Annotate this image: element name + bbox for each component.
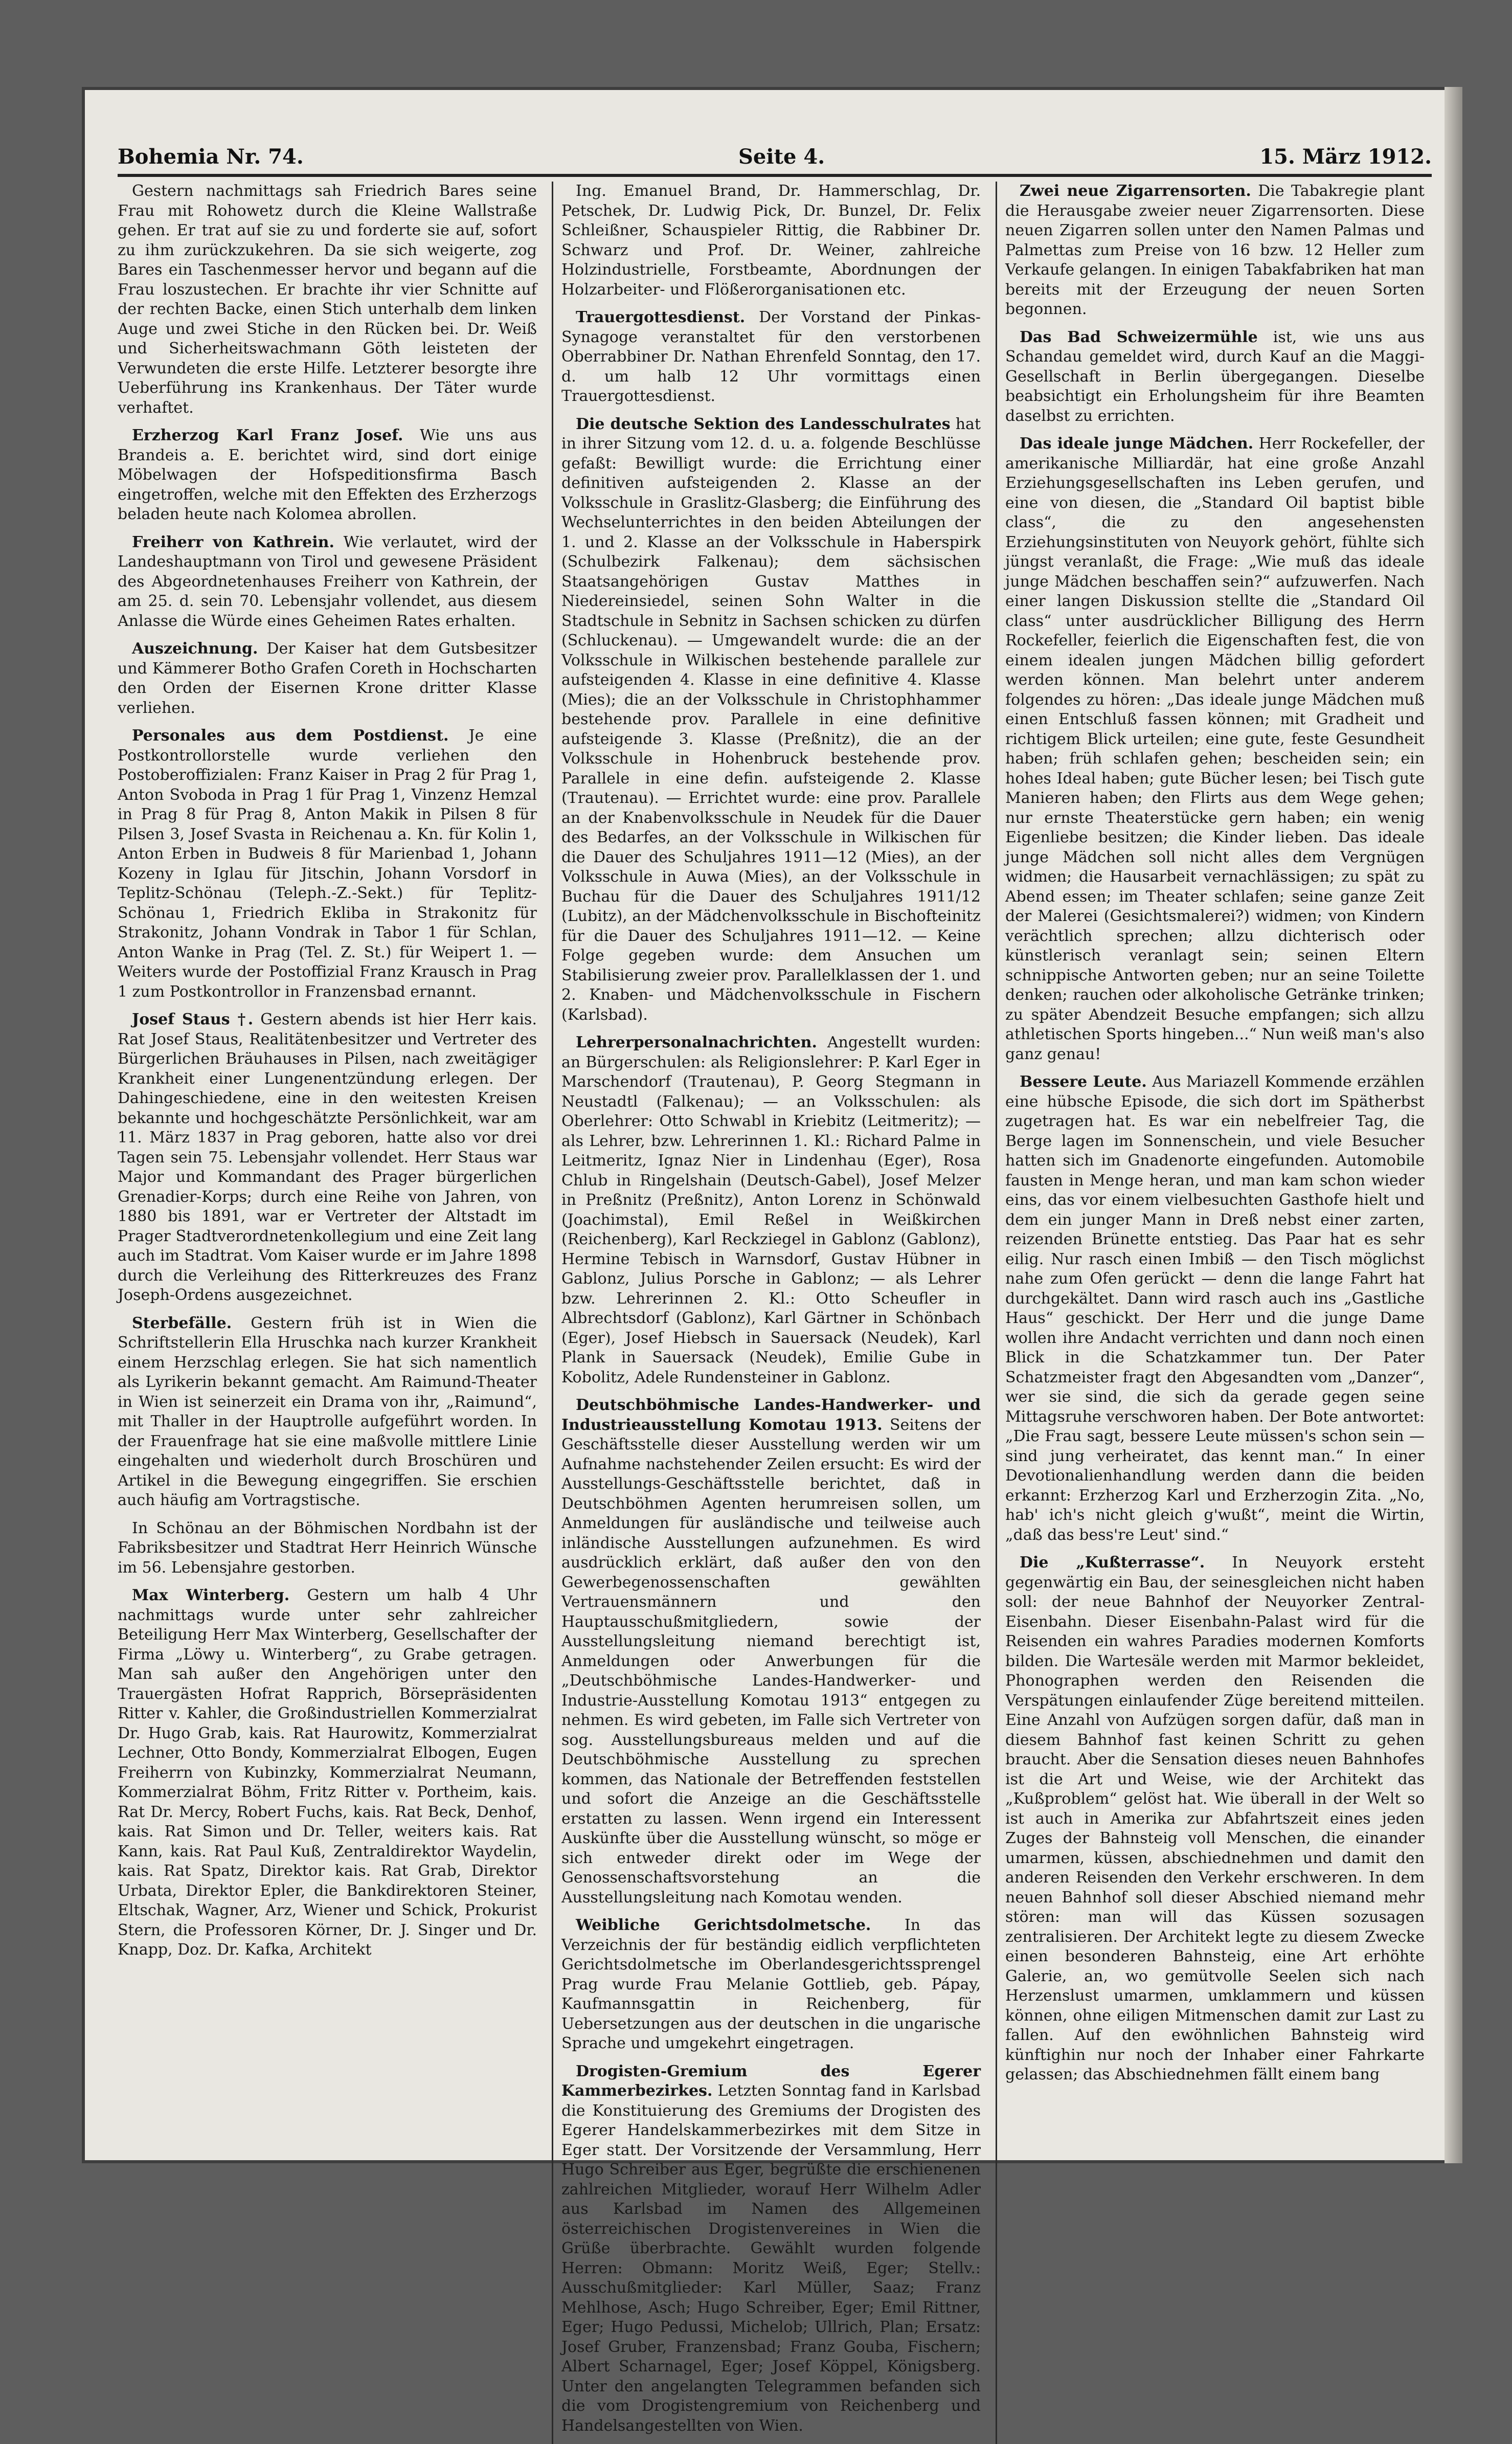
article-lead: Auszeichnung.: [132, 640, 258, 658]
article-paragraph: [561, 308, 981, 407]
article-lead: Deutschböhmische Landes-Handwerker- und Industrieausstellung Komotau 1913.: [561, 1396, 981, 1434]
article-paragraph: [561, 415, 981, 1025]
article-text: Letzten Sonntag fand in Karlsbad die Konstituierung des Gremiums der Drogisten des Egerer Handelskammerbezirkes mit dem Sitze in Eger statt. Der Vorsitzende der Versammlung, Herr Hugo Schreiber aus Eger, begrüßte die erschienenen zahlreichen Mitglieder, worauf Herr Wilhelm Adler aus Karlsbad im Namen des Allgemeinen österreichischen Drogistenvereines in Wien die Grüße überbrachte. Gewählt wurden folgende Herren: Obmann: Moritz Weiß, Eger; Stellv.: Ausschußmitglieder: Karl Müller, Saaz; Franz Mehlhose, Asch; Hugo Schreiber, Eger; Emil Rittner, Eger; Hugo Pedussi, Michelob; Ullrich, Plan; Ersatz: Josef Gruber, Franzensbad; Franz Gouba, Fischern; Albert Scharnagel, Eger; Josef Köppel, Königsberg. Unter den angelangten Telegrammen befanden sich die vom Drogistengremium von Reichenberg und Handelsangestellten von Wien.: [561, 2082, 981, 2435]
article-paragraph: [118, 726, 537, 1002]
article-lead: Sterbefälle.: [132, 1314, 232, 1332]
article-paragraph: [118, 639, 537, 718]
article-paragraph: [1005, 328, 1425, 427]
article-text: Aus Mariazell Kommende erzählen eine hübsche Episode, die sich dort im Spätherbst zugetragen hat. Es war ein nebelfreier Tag, die Berge lagen im Sonnenschein, und viele Besucher hatten sich im Gnadenorte eingefunden. Automobile fausten in Menge heran, und man kam schon wieder eins, das vor einem vielbesuchten Gasthofe hielt und dem ein junger Mann in Dreß nebst einer zarten, reizenden Brünette entstieg. Das Paar hat es sehr eilig. Nur rasch einen Imbiß — den Tisch möglichst nahe zum Ofen gerückt — denn die lange Fahrt hat durchgekältet. Dann wird rasch auch ins „Gastliche Haus“ geschickt. Der Herr und die junge Dame wollen ihre Andacht verrichten und dann noch einen Blick in die Schatzkammer tun. Der Pater Schatzmeister fragt den Abgesandten vom „Danzer“, wer sie sind, die sich da gerade gegen seine Mittagsruhe verschworen haben. Der Bote antwortet: „Die Frau sagt, bessere Leute müssen's schon sein — sind jung verheiratet, das kennt man.“ In einer Devotionalienhandlung werden dann die beiden erkannt: Erzherzog Karl und Erzherzogin Zita. „No, hab' ich's nicht gleich g'wußt“, meint die Wirtin, „daß das bess're Leut' sind.“: [1005, 1073, 1425, 1544]
article-text: Gestern früh ist in Wien die Schriftstellerin Ella Hruschka nach kurzer Krankheit einem Herzschlag erlegen. Sie hat sich namentlich als Lyrikerin bekannt gemacht. Am Raimund-Theater in Wien ist seinerzeit ein Drama von ihr, „Raimund“, mit Thaller in der Hauptrolle aufgeführt worden. In der Frauenfrage hat sie eine maßvolle mittlere Linie eingehalten und wiederholt durch Broschüren und Artikel in die Bewegung eingegriffen. Sie erschien auch häufig am Vortragstische.: [118, 1314, 537, 1509]
article-paragraph: [118, 1314, 537, 1511]
article-paragraph: [561, 2062, 981, 2436]
article-paragraph: [118, 533, 537, 632]
article-text: Die Tabakregie plant die Herausgabe zweier neuer Zigarrensorten. Diese neuen Zigarren sollen unter den Namen Palmas und Palmettas zum Preise von 16 bzw. 12 Heller zum Verkaufe gelangen. In einigen Tabakfabriken hat man bereits mit der Erzeugung der neuen Sorten begonnen.: [1005, 182, 1425, 318]
article-lead: Das Bad Schweizermühle: [1020, 328, 1258, 346]
article-text: Gestern um halb 4 Uhr nachmittags wurde unter sehr zahlreicher Beteiligung Herr Max Winterberg, Gesellschafter der Firma „Löwy u. Winterberg“, zu Grabe getragen. Man sah außer den Angehörigen unter den Trauergästen Hofrat Rapprich, Börsepräsidenten Ritter v. Kahler, die Großindustriellen Kommerzialrat Dr. Hugo Grab, kais. Rat Haurowitz, Kommerzialrat Lechner, Otto Bondy, Kommerzialrat Elbogen, Eugen Freiherrn von Kubinzky, Kommerzialrat Neumann, Kommerzialrat Böhm, Fritz Ritter v. Portheim, kais. Rat Dr. Mercy, Robert Fuchs, kais. Rat Beck, Denhof, kais. Rat Simon und Dr. Teller, weiters kais. Rat Kann, kais. Rat Paul Kuß, Zentraldirektor Waydelin, kais. Rat Spatz, Direktor kais. Rat Grab, Direktor Urbata, Direktor Epler, die Bankdirektoren Steiner, Eltschak, Wagner, Arz, Wiener und Schick, Prokurist Stern, die Professoren Körner, Dr. J. Singer und Dr. Knapp, Doz. Dr. Kafka, Architekt: [118, 1586, 537, 1959]
article-text: Seitens der Geschäftsstelle dieser Ausstellung werden wir um Aufnahme nachstehender Zeilen ersucht: Es wird der Ausstellungs-Geschäftsstelle berichtet, daß in Deutschböhmen Agenten herumreisen sollen, um Anmeldungen für ausländische und teilweise auch inländische Ausstellungen aufzunehmen. Es wird ausdrücklich erklärt, daß außer den von den Gewerbegenossenschaften gewählten Vertrauensmännern und den Hauptausschußmitgliedern, sowie der Ausstellungsleitung niemand berechtigt ist, Anmeldungen oder Anwerbungen für die „Deutschböhmische Landes-Handwerker- und Industrie-Ausstellung Komotau 1913“ entgegen zu nehmen. Es wird gebeten, im Falle sich Vertreter von sog. Ausstellungsbureaus melden und auf die Deutschböhmische Ausstellung zu sprechen kommen, das Nationale der Betreffenden feststellen und sofort die Anzeige an die Geschäftsstelle erstatten zu lassen. Wenn irgend ein Interessent Auskünfte über die Ausstellung wünscht, so möge er sich entweder direkt oder im Wege der Genossenschaftsvorstehung an die Ausstellungsleitung nach Komotau wenden.: [561, 1416, 981, 1907]
article-paragraph: [1005, 434, 1425, 1064]
article-paragraph: [1005, 182, 1425, 320]
article-text: Der Vorstand der Pinkas-Synagoge veranstaltet für den verstorbenen Oberrabbiner Dr. Nathan Ehrenfeld Sonntag, den 17. d. um halb 12 Uhr vormittags einen Trauergottesdienst.: [561, 308, 981, 405]
article-lead: Zwei neue Zigarrensorten.: [1020, 182, 1251, 200]
page-number: Seite 4.: [738, 145, 825, 169]
article-lead: Personales aus dem Postdienst.: [132, 727, 449, 745]
article-text: Angestellt wurden: an Bürgerschulen: als Religionslehrer: P. Karl Eger in Marschendorf (Trautenau), P. Georg Stegmann in Neustadtl (Falkenau); — an Volksschulen: als Oberlehrer: Otto Schwabl in Kriebitz (Leitmeritz); — als Lehrer, bzw. Lehrerinnen 1. Kl.: Richard Palme in Leitmeritz, Ignaz Nier in Lindenhau (Eger), Rosa Chlub in Ringelshain (Deutsch-Gabel), Josef Melzer in Preßnitz (Preßnitz), Anton Lorenz in Schönwald (Joachimstal), Emil Reßel in Weißkirchen (Reichenberg), Karl Reckziegel in Gablonz (Gablonz), Hermine Tebisch in Warnsdorf, Gustav Hübner in Gablonz, Julius Porsche in Gablonz; — als Lehrer bzw. Lehrerinnen 2. Kl.: Otto Scheufler in Albrechtsdorf (Gablonz), Karl Gärtner in Schönbach (Eger), Josef Hiebsch in Sauersack (Neudek), Karl Plank in Sauersack (Neudek), Emilie Gube in Kobolitz, Adele Rundensteiner in Gablonz.: [561, 1034, 981, 1386]
newspaper-issue: Bohemia Nr. 74.: [118, 145, 304, 169]
newspaper-page: [82, 87, 1462, 2435]
article-text: ist, wie uns aus Schandau gemeldet wird, durch Kauf an die Maggi-Gesellschaft in Berlin übergegangen. Dieselbe beabsichtigt ein Erholungsheim für ihre Beamten daselbst zu errichten.: [1005, 328, 1425, 425]
article-text: In das Verzeichnis der für beständig eidlich verpflichteten Gerichtsdolmetsche im Oberlandesgerichtssprengel Prag wurde Frau Melanie Gottlieb, geb. Pápay, Kaufmannsgattin in Reichenberg, für Uebersetzungen aus der deutschen in die ungarische Sprache und umgekehrt eingetragen.: [561, 1916, 981, 2052]
article-paragraph: [118, 1586, 537, 1960]
article-text: Wie verlautet, wird der Landeshauptmann von Tirol und gewesene Präsident des Abgeordnetenhauses Freiherr von Kathrein, der am 25. d. sein 70. Lebensjahr vollendet, aus diesem Anlasse die Würde eines Geheimen Rates erhalten.: [118, 533, 537, 630]
article-lead: Das ideale junge Mädchen.: [1020, 435, 1254, 453]
article-lead: Trauergottesdienst.: [576, 308, 746, 326]
article-text: Wie uns aus Brandeis a. E. berichtet wird, sind dort einige Möbelwagen der Hofspeditionsfirma Basch eingetroffen, welche mit den Effekten des Erzherzogs beladen heute nach Kolomea abrollen.: [118, 427, 537, 523]
article-paragraph: [118, 1519, 537, 1578]
page-header: [118, 128, 1432, 177]
article-paragraph: [561, 1033, 981, 1387]
issue-date: 15. März 1912.: [1259, 145, 1432, 169]
article-columns: [118, 182, 1432, 2435]
article-paragraph: [118, 182, 537, 418]
article-lead: Weibliche Gerichtsdolmetsche.: [576, 1916, 871, 1934]
article-lead: Max Winterberg.: [132, 1586, 290, 1604]
article-lead: Josef Staus †.: [132, 1011, 254, 1028]
article-paragraph: [561, 182, 981, 300]
article-text: Ing. Emanuel Brand, Dr. Hammerschlag, Dr. Petschek, Dr. Ludwig Pick, Dr. Bunzel, Dr. Felix Schleißner, Schauspieler Rittig, die Rabbiner Dr. Schwarz und Prof. Dr. Weiner, zahlreiche Holzindustrielle, Forstbeamte, Abordnungen der Holzarbeiter- und Flößerorganisationen etc.: [561, 182, 981, 299]
article-paragraph: [118, 1010, 537, 1306]
article-lead: Die „Kußterrasse“.: [1020, 1554, 1205, 1572]
article-paragraph: [561, 1916, 981, 2054]
article-text: Gestern nachmittags sah Friedrich Bares seine Frau mit Rohowetz durch die Kleine Wallstraße gehen. Er trat auf sie zu und forderte sie auf, sofort zu ihm zurückzukehren. Da sie sich weigerte, zog Bares ein Taschenmesser hervor und begann auf die Frau loszustechen. Er brachte ihr vier Schnitte auf der rechten Backe, einen Stich unterhalb dem linken Auge und zwei Stiche in den Rücken bei. Dr. Weiß und Sicherheitswachmann Göth leisteten der Verwundeten die erste Hilfe. Letzterer besorgte ihre Ueberführung ins Krankenhaus. Der Täter wurde verhaftet.: [118, 182, 537, 417]
article-text: In Schönau an der Böhmischen Nordbahn ist der Fabriksbesitzer und Stadtrat Herr Heinrich Wünsche im 56. Lebensjahre gestorben.: [118, 1519, 537, 1577]
column-left: [118, 182, 544, 2444]
article-lead: Erzherzog Karl Franz Josef.: [132, 427, 403, 444]
column-right: [1005, 182, 1432, 2444]
article-paragraph: [1005, 1072, 1425, 1545]
article-paragraph: [561, 1396, 981, 1908]
article-paragraph: [118, 426, 537, 525]
page-edge-shadow: [1445, 87, 1462, 2163]
article-text: hat in ihrer Sitzung vom 12. d. u. a. folgende Beschlüsse gefaßt: Bewilligt wurde: die Errichtung einer definitiven aufsteigenden 2. Klasse an der Volksschule in Graslitz-Glasberg; die Einführung des Wechselunterrichtes in den beiden Abteilungen der 1. und 2. Klasse an der Volksschule in Haberspirk (Schulbezirk Falkenau); dem sächsischen Staatsangehörigen Gustav Matthes in Niedereinsiedel, seinen Sohn Walter in die Stadtschule in Sebnitz in Sachsen schicken zu dürfen (Schluckenau). — Umgewandelt wurde: die an der Volksschule in Wilkischen bestehende parallele zur aufsteigenden 4. Klasse in eine definitive 4. Klasse (Mies); die an der Volksschule in Christophhammer bestehende prov. Parallele in eine definitive aufsteigende 3. Klasse (Preßnitz), die an der Volksschule in Hohenbruck bestehende prov. Parallele in eine defin. aufsteigende 2. Klasse (Trautenau). — Errichtet wurde: eine prov. Parallele an der Knabenvolksschule in Neudek für die Dauer des Bedarfes, an der Volksschule in Wilkischen für die Dauer des Schuljahres 1911—12 (Mies), an der Volksschule in Auwa (Mies), an der Volksschule in Buchau für die Dauer des Schuljahres 1911/12 (Lubitz), an der Mädchenvolksschule in Bischofteinitz für die Dauer des Schuljahres 1911—12. — Keine Folge gegeben wurde: dem Ansuchen um Stabilisierung zweier prov. Parallelklassen der 1. und 2. Knaben- und Mädchenvolksschule in Fischern (Karlsbad).: [561, 415, 981, 1024]
article-lead: Bessere Leute.: [1020, 1073, 1147, 1091]
article-lead: Freiherr von Kathrein.: [132, 533, 334, 551]
article-text: In Neuyork ersteht gegenwärtig ein Bau, der seinesgleichen nicht haben soll: der neue Bahnhof der Neuyorker Zentral-Eisenbahn. Dieser Eisenbahn-Palast wird für die Reisenden ein wahres Paradies modernen Komforts bilden. Die Wartesäle werden mit Marmor bekleidet, Phonographen werden den Reisenden die Verspätungen einlaufender Züge bereitend mitteilen. Eine Anzahl von Aufzügen sorgen dafür, daß man in diesem Bahnhof fast keinen Schritt zu gehen braucht. Aber die Sensation dieses neuen Bahnhofes ist die Art und Weise, wie der Architekt das „Kußproblem“ gelöst hat. Wie überall in der Welt so ist auch in Amerika zur Abfahrtszeit eines jeden Zuges der Bahnsteig voll Menschen, die einander umarmen, küssen, abschiednehmen und damit den anderen Reisenden den Verkehr erschweren. In dem neuen Bahnhof soll dieser Abschied niemand mehr stören: man will das Küssen sozusagen zentralisieren. Der Architekt legte zu diesem Zwecke einen besonderen Bahnsteig, eine Art erhöhte Galerie, an, wo gemütvolle Seelen sich nach Herzenslust umarmen, umklammern und küssen können, ohne eiligen Mitmenschen damit zur Last zu fallen. Auf den ewöhnlichen Bahnsteig wird künftighin nur noch der Inhaber einer Fahrkarte gelassen; das Abschiednehmen fällt einem bang: [1005, 1554, 1425, 2083]
article-text: Je eine Postkontrollorstelle wurde verliehen den Postoberoffizialen: Franz Kaiser in Prag 2 für Prag 1, Anton Svoboda in Prag 1 für Prag 1, Vinzenz Hemzal in Prag 8 für Prag 8, Anton Makik in Pilsen 8 für Pilsen 3, Josef Svasta in Reichenau a. Kn. für Kolin 1, Anton Erben in Budweis 8 für Marienbad 1, Johann Kozeny in Iglau für Jitschin, Johann Vorsdorf in Teplitz-Schönau (Teleph.-Z.-Sekt.) für Teplitz-Schönau 1, Friedrich Ekliba in Strakonitz für Strakonitz, Johann Vondrak in Tabor 1 für Schlan, Anton Wanke in Prag (Tel. Z. St.) für Weipert 1. — Weiters wurde der Postoffizial Franz Krausch in Prag 1 zum Postkontrollor in Franzensbad ernannt.: [118, 727, 537, 1001]
article-lead: Drogisten-Gremium des Egerer Kammerbezirkes.: [561, 2062, 981, 2100]
article-lead: Lehrerpersonalnachrichten.: [576, 1034, 817, 1051]
article-text: Gestern abends ist hier Herr kais. Rat Josef Staus, Realitätenbesitzer und Vertreter des Bürgerlichen Bräuhauses in Pilsen, nach zweitägiger Krankheit einer Lungenentzündung erlegen. Der Dahingeschiedene, eine in den weitesten Kreisen bekannte und hochgeschätzte Persönlichkeit, war am 11. März 1837 in Prag geboren, hatte also vor drei Tagen sein 75. Lebensjahr vollendet. Herr Staus war Major und Kommandant des Prager bürgerlichen Grenadier-Korps; durch eine Reihe von Jahren, von 1880 bis 1891, war er Vertreter der Altstadt im Prager Stadtverordnetenkollegium und eine Zeit lang auch im Stadtrat. Vom Kaiser wurde er im Jahre 1898 durch die Verleihung des Ritterkreuzes des Franz Joseph-Ordens ausgezeichnet.: [118, 1011, 537, 1304]
article-lead: Die deutsche Sektion des Landesschulrates: [576, 415, 951, 433]
article-text: Der Kaiser hat dem Gutsbesitzer und Kämmerer Botho Grafen Coreth in Hochscharten den Orden der Eisernen Krone dritter Klasse verliehen.: [118, 640, 537, 717]
article-text: Herr Rockefeller, der amerikanische Milliardär, hat eine große Anzahl Erziehungsgesellschaften ins Leben gerufen, und eine von diesen, die „Standard Oil baptist bible class“, die zu den angesehensten Erziehungsinstituten von Neuyork gehört, fühlte sich jüngst veranlaßt, die Frage: „Wie muß das ideale junge Mädchen beschaffen sein?“ aufzuwerfen. Nach einer langen Diskussion stellte die „Standard Oil class“ unter ausdrücklicher Billigung des Herrn Rockefeller, feierlich die Eigenschaften fest, die von einem idealen jungen Mädchen billig gefordert werden können. Man belehrt unter anderem folgendes zu hören: „Das ideale junge Mädchen muß einen Entschluß fassen können; mit Gradheit und richtigem Blick urteilen; eine gute, feste Gesundheit haben; früh schlafen gehen; bescheiden sein; ein hohes Ideal haben; gute Bücher lesen; bei Tisch gute Manieren haben; den Flirts aus dem Wege gehen; nur ernste Theaterstücke gern haben; ein wenig Eigenliebe besitzen; die Kinder lieben. Das ideale junge Mädchen soll nicht alles dem Vergnügen widmen; die Hausarbeit vernachlässigen; zu spät zu Abend essen; im Theater schlafen; seine ganze Zeit der Malerei (Gesichtsmalerei?) widmen; von Kindern verächtlich sprechen; allzu dichterisch oder künstlerisch veranlagt sein; seinen Eltern schnippische Antworten geben; nur an seine Toilette denken; rauchen oder alkoholische Getränke trinken; zu später Abendzeit Besuche empfangen; sich allzu athletischen Sports hingeben...“ Nun weiß man's also ganz genau!: [1005, 435, 1425, 1063]
article-paragraph: [1005, 1553, 1425, 2085]
column-middle: [561, 182, 988, 2444]
